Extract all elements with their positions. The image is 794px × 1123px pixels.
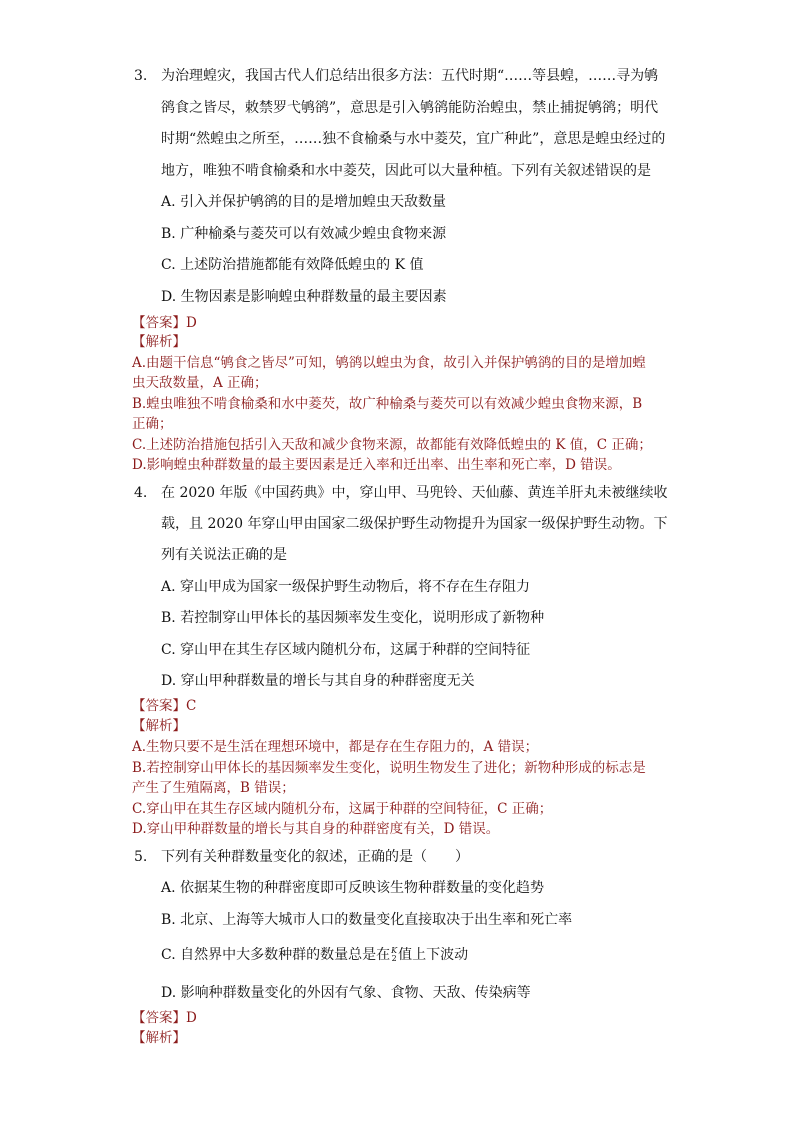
- question-3-analysis-line: 虫天敌数量，A 正确；: [132, 375, 268, 391]
- question-4-analysis-line: 产生了生殖隔离，B 错误；: [132, 780, 295, 796]
- question-4-number: 4.: [134, 485, 148, 501]
- question-5-option-b: B. 北京、上海等大城市人口的数量变化直接取决于出生率和死亡率: [161, 912, 573, 928]
- question-4-analysis-line: A.生物只要不是生活在理想环境中，都是存在生存阻力的，A 错误；: [132, 739, 539, 755]
- question-4-answer: 【答案】C: [132, 698, 197, 714]
- option-c-text-after: 值上下波动: [398, 947, 469, 963]
- question-5-option-c: [161, 946, 468, 964]
- question-3-answer: 【答案】D: [132, 315, 197, 331]
- question-4-option-c: C. 穿山甲在其生存区域内随机分布，这属于种群的空间特征: [161, 642, 531, 658]
- question-3-option-b: B. 广种榆桑与菱芡可以有效减少蝗虫食物来源: [161, 226, 447, 242]
- question-3-option-d: D. 生物因素是影响蝗虫种群数量的最主要因素: [161, 289, 447, 305]
- question-3-analysis-label: 【解析】: [132, 334, 186, 350]
- question-3-stem-line: 地方，唯独不啃食榆桑和水中菱芡，因此可以大量种植。下列有关叙述错误的是: [161, 163, 651, 179]
- fraction-denominator: 2: [391, 954, 397, 963]
- question-3-stem-line: 时期“然蝗虫之所至，……独不食榆桑与水中菱芡，宜广种此”，意思是蝗虫经过的: [161, 131, 666, 147]
- question-3-number: 3.: [134, 68, 148, 84]
- question-4-option-a: A. 穿山甲成为国家一级保护野生动物后，将不存在生存阻力: [161, 579, 531, 595]
- question-3-analysis-line: 正确；: [132, 416, 173, 432]
- question-3-option-a: A. 引入并保护鸲鹆的目的是增加蝗虫天敌数量: [161, 194, 447, 210]
- k-over-2-fraction: [391, 947, 397, 963]
- fraction-numerator: K: [391, 946, 398, 955]
- question-4-analysis-line: D.穿山甲种群数量的增长与其自身的种群密度有关，D 错误。: [132, 821, 500, 837]
- question-5-option-d: D. 影响种群数量变化的外因有气象、食物、天敌、传染病等: [161, 985, 531, 1001]
- question-4-analysis-line: C.穿山甲在其生存区域内随机分布，这属于种群的空间特征，C 正确；: [132, 801, 553, 817]
- question-4-analysis-line: B.若控制穿山甲体长的基因频率发生变化，说明生物发生了进化；新物种形成的标志是: [132, 760, 646, 776]
- question-4-option-b: B. 若控制穿山甲体长的基因频率发生变化，说明形成了新物种: [161, 610, 545, 626]
- question-4-stem-line: 列有关说法正确的是: [161, 547, 287, 563]
- question-3-analysis-line: B.蝗虫唯独不啃食榆桑和水中菱芡，故广种榆桑与菱芡可以有效减少蝗虫食物来源，B: [132, 396, 643, 412]
- question-5-analysis-label: 【解析】: [132, 1030, 186, 1046]
- question-5-option-a: A. 依据某生物的种群密度即可反映该生物种群数量的变化趋势: [161, 880, 545, 896]
- question-5-stem: 下列有关种群数量变化的叙述，正确的是（ ）: [161, 849, 469, 865]
- question-3-stem-line: 为治理蝗灾，我国古代人们总结出很多方法：五代时期“……等县蝗，……寻为鸲: [161, 68, 659, 84]
- question-3-analysis-line: C.上述防治措施包括引入天敌和减少食物来源，故都能有效降低蝗虫的 K 值，C 正确；: [132, 437, 652, 453]
- question-5-answer: 【答案】D: [132, 1010, 197, 1026]
- question-3-stem-line: 鹆食之皆尽，敕禁罗弋鸲鹆”，意思是引入鸲鹆能防治蝗虫，禁止捕捉鸲鹆；明代: [161, 100, 659, 116]
- question-4-option-d: D. 穿山甲种群数量的增长与其自身的种群密度无关: [161, 673, 475, 689]
- question-3-option-c: C. 上述防治措施都能有效降低蝗虫的 K 值: [161, 257, 424, 273]
- question-4-stem-line: 载，且 2020 年穿山甲由国家二级保护野生动物提升为国家一级保护野生动物。下: [161, 516, 668, 532]
- option-c-text-before: C. 自然界中大多数种群的数量总是在: [161, 947, 391, 963]
- question-3-analysis-line: D.影响蝗虫种群数量的最主要因素是迁入率和迁出率、出生率和死亡率，D 错误。: [132, 457, 621, 473]
- question-3-analysis-line: A.由题干信息“鸲食之皆尽”可知，鸲鹆以蝗虫为食，故引入并保护鸲鹆的目的是增加蝗: [132, 355, 646, 371]
- question-4-stem-line: 在 2020 年版《中国药典》中，穿山甲、马兜铃、天仙藤、黄连羊肝丸未被继续收: [161, 485, 668, 501]
- question-5-number: 5.: [134, 849, 148, 865]
- question-4-analysis-label: 【解析】: [132, 718, 186, 734]
